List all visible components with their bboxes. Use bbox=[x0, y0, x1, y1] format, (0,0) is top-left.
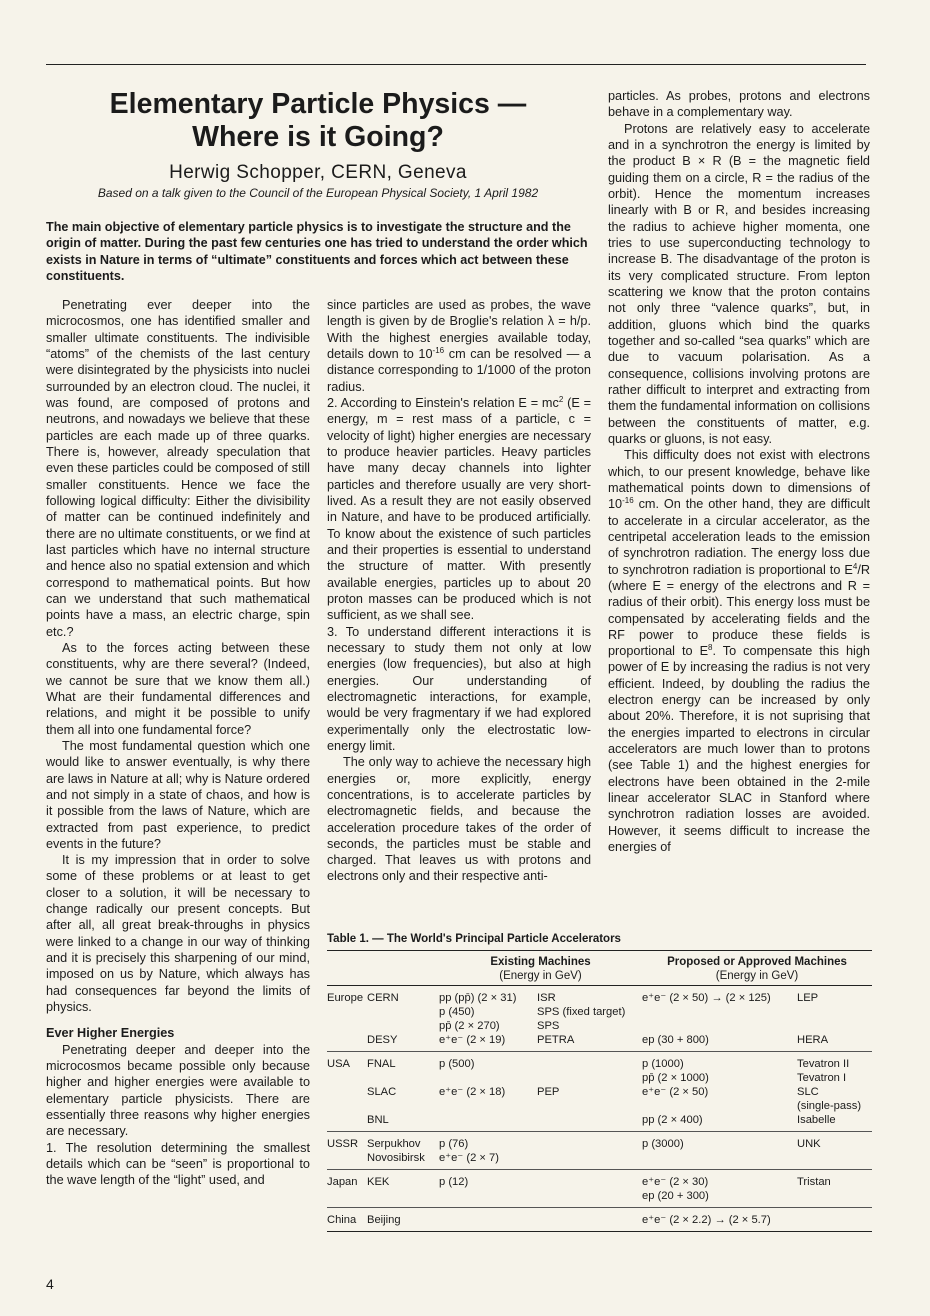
header-existing bbox=[439, 951, 642, 986]
cell-existing: p (500) bbox=[439, 1058, 475, 1070]
superscript: -16 bbox=[622, 495, 634, 505]
top-rule bbox=[46, 64, 866, 65]
cell-proposed: e⁺e⁻ (2 × 2.2) → (2 × 5.7) bbox=[642, 1214, 771, 1226]
cell-existing-name: ISR SPS (fixed target) SPS bbox=[537, 992, 626, 1032]
talk-note: Based on a talk given to the Council of the European Physical Society, 1 April 1982 bbox=[97, 186, 539, 200]
cell-proposed-name: Tevatron II Tevatron I bbox=[797, 1058, 850, 1084]
paragraph: Protons are relatively easy to accelerate and in a synchrotron the energy is limited by the product B × R (B = the magnetic field guiding them on a circle, R = the radius of the orbit). Hence the momentum increases linearly with B or R, and besides increasing the radius to achieve higher momenta, one tries to use superconducting technology to increase B. The disadvantage of the proton is its very complicated structure. From lepton scattering we know that the proton contains not only three “valence quarks”, but, in addition, gluons which bind the quarks together and so-called “sea quarks” which are due to vacuum polarisation. As a consequence, collisions involving protons are rather difficult to interpret and extracting from them the fundamental information on collisions between the constituents of matter, e.g. quarks or gluons, is not easy. bbox=[608, 121, 870, 446]
table-row bbox=[327, 1132, 872, 1170]
cell-existing-name: PETRA bbox=[537, 1033, 642, 1052]
cell-proposed: ep (30 + 800) bbox=[642, 1033, 797, 1052]
superscript: -16 bbox=[432, 345, 445, 355]
cell-existing-name bbox=[537, 1208, 642, 1232]
cell-proposed-name: SLC (single-pass) bbox=[797, 1086, 862, 1112]
column-1 bbox=[46, 297, 310, 1189]
paragraph bbox=[608, 447, 870, 855]
table-title: Table 1. — The World's Principal Particle Accelerators bbox=[327, 933, 621, 945]
cell-proposed-name: Tristan bbox=[797, 1170, 872, 1208]
table-row bbox=[327, 1085, 872, 1113]
cell-laboratory: SLAC bbox=[367, 1086, 397, 1098]
text-run: since particles are used as probes, the wave length is given by de Broglie's relation λ = h/p. With the highest energies available today, details down to 10 bbox=[327, 298, 591, 361]
header-proposed-label: Proposed or Approved Machines bbox=[667, 956, 847, 968]
cell-existing: e⁺e⁻ (2 × 18) bbox=[439, 1086, 506, 1098]
text-run: . To compensate this high power of E by increasing the radius is not very efficient. Indeed, by doubling the radius the electron energy can be increased by only about 20%. Therefore, it is not suprising that the energies imparted to electrons in circular accelerators are much lower than to protons (see Table 1) and the highest energies for electrons have been obtained in the 2-mile linear accelerator SLAC in Stanford where synchrotron radiation losses are avoided. However, it seems difficult to increase the energies of bbox=[608, 644, 870, 855]
superscript: 2 bbox=[558, 394, 564, 404]
cell-proposed: p (1000) pp̄ (2 × 1000) bbox=[642, 1058, 709, 1084]
cell-country: USSR bbox=[327, 1132, 367, 1170]
text-run: 2. According to Einstein's relation E = mc bbox=[327, 395, 559, 410]
header-existing-sub: (Energy in GeV) bbox=[499, 970, 582, 982]
cell-existing: p (12) bbox=[439, 1170, 537, 1208]
table bbox=[327, 950, 872, 1232]
paragraph: The most fundamental question which one would like to answer eventually, is why there are laws in Nature at all; why is Nature ordered and not simply in a state of chaos, and how is it possible from the laws of Nature, which are extracted from past experience, to predict events in the future? bbox=[46, 738, 310, 851]
table-row bbox=[327, 1113, 872, 1132]
cell-laboratory: FNAL bbox=[367, 1058, 396, 1070]
text-run: (E = energy, m = rest mass of a particle, c = velocity of light) higher energies are necessary to produce heavier particles. Heavy particles have many decay channels into lighter particles and therefore usually are very short-lived. As a result they are not easily observed in Nature, and have to be produced artificially. To know about the existence of such particles and their properties is essential to understand the structure of matter. With presently available energies, particles up to about 20 proton masses can be produced which is not sufficient, as we shall see. bbox=[327, 395, 591, 623]
header-proposed-sub: (Energy in GeV) bbox=[715, 970, 799, 982]
cell-proposed: e⁺e⁻ (2 × 50) → (2 × 125) bbox=[642, 992, 771, 1004]
cell-existing: pp (pp̄) (2 × 31) p (450) pp̄ (2 × 270) bbox=[439, 992, 517, 1032]
paragraph bbox=[327, 395, 591, 624]
text-run: /R (where E = energy of the electrons and R = radius of their orbit). This energy loss must be compensated by accelerating fields and the RF power to produce these fields is proportional to E bbox=[608, 562, 870, 659]
cell-laboratory: Serpukhov Novosibirsk bbox=[367, 1132, 439, 1170]
cell-laboratory: BNL bbox=[367, 1113, 439, 1132]
table-row bbox=[327, 1033, 872, 1052]
paragraph: Penetrating deeper and deeper into the microcosmos became possible only because higher and higher energies were available to elementary particle physicists. There are essentially three reasons why higher energies are necessary. bbox=[46, 1042, 310, 1139]
cell-country: Europe bbox=[327, 992, 364, 1004]
cell-existing-name bbox=[537, 1170, 642, 1208]
cell-proposed-name: HERA bbox=[797, 1033, 872, 1052]
superscript: 4 bbox=[852, 561, 858, 571]
table-row bbox=[327, 1170, 872, 1208]
paragraph: 3. To understand different interactions it is necessary to study them not only at low energies (low frequencies), but also at high energies. Our understanding of electromagnetic interactions, for example, would be very fragmentary if we had explored experimentally only the electrostatic low-energy limit. bbox=[327, 624, 591, 753]
accelerator-table bbox=[327, 932, 872, 1232]
table-row bbox=[327, 1208, 872, 1232]
cell-country bbox=[327, 1033, 367, 1052]
article-title-line-2: Where is it Going? bbox=[192, 121, 444, 153]
paragraph: 1. The resolution determining the smallest details which can be “seen” is proportional to the wave length of the “light” used, and bbox=[46, 1140, 310, 1188]
paragraph: The only way to achieve the necessary high energies or, more explicitly, energy concentrations, is to accelerate particles by electromagnetic fields, and because the acceleration procedure takes of the order of seconds, the particles must be stable and charged. That leaves us with protons and electrons only and their respective anti- bbox=[327, 755, 591, 884]
cell-existing-name: PEP bbox=[537, 1086, 560, 1098]
cell-country: Japan bbox=[327, 1170, 367, 1208]
cell-existing-name bbox=[537, 1113, 642, 1132]
section-heading: Ever Higher Energies bbox=[46, 1026, 175, 1041]
superscript: 8 bbox=[708, 642, 713, 652]
cell-proposed-name: Isabelle bbox=[797, 1113, 872, 1132]
column-3 bbox=[608, 88, 870, 855]
table-row bbox=[327, 1052, 872, 1086]
paragraph: Penetrating ever deeper into the microcosmos, one has identified smaller and smaller ultimate constituents. The indivisible “atoms” of the chemists of the last century were disintegrated by the physicists into nuclei surrounded by an electron cloud. The nuclei, it was found, are composed of protons and neutrons, and nowadays we believe that these particles are each made up of three quarks. There is, however, already speculation that even these particles could be composed of still smaller constituents. Hence we face the following logical difficulty: Either the divisibility of matter can be continued indefinitely and there are no ultimate constituents, or we find at last particles which have no internal structure and hence also no spatial extension and which correspond to mathematical points. But how can we understand that such mathematical points have a mass, an electric charge, spin etc.? bbox=[46, 298, 310, 639]
cell-laboratory: CERN bbox=[367, 992, 399, 1004]
table-header-row bbox=[327, 951, 872, 986]
cell-existing bbox=[439, 1208, 537, 1232]
article-title-line-1: Elementary Particle Physics — bbox=[109, 88, 527, 120]
cell-proposed: p (3000) bbox=[642, 1132, 797, 1170]
abstract: The main objective of elementary particle physics is to investigate the structure and the origin of matter. During the past few centuries one has tried to understand the order which exists in Nature in terms of “ultimate” constituents and forces which act between these constituents. bbox=[46, 220, 588, 284]
text-run: cm can be resolved — a distance corresponding to 1/1000 of the proton radius. bbox=[327, 346, 591, 394]
text-run: cm. On the other hand, they are difficult to accelerate in a circular accelerator, as the centripetal acceleration leads to the emission of synchrotron radiation. The energy loss due to synchrotron radiation is proportional to E bbox=[608, 497, 870, 577]
cell-proposed-name: UNK bbox=[797, 1132, 872, 1170]
cell-existing-name bbox=[537, 1052, 642, 1086]
cell-country: USA bbox=[327, 1058, 351, 1070]
paragraph: It is my impression that in order to solve some of these problems or at least to get closer to a solution, it will be necessary to change radically our present concepts. But after all, all great break-throughs in physics were linked to a change in our way of thinking and it is precisely this sharpening of our mind, imposed on us by Nature, which always has had consequences far beyond the limits of physics. bbox=[46, 853, 310, 1015]
cell-proposed-name bbox=[797, 1208, 872, 1232]
cell-existing-name bbox=[537, 1132, 642, 1170]
paragraph bbox=[327, 297, 591, 395]
paragraph: particles. As probes, protons and electrons behave in a complementary way. bbox=[608, 89, 870, 120]
header-empty bbox=[327, 951, 439, 986]
column-2 bbox=[327, 297, 591, 885]
cell-existing: p (76) e⁺e⁻ (2 × 7) bbox=[439, 1132, 537, 1170]
paragraph: As to the forces acting between these constituents, why are there several? (Indeed, we cannot be sure that we know them all.) What are their fundamental differences and relations, and might it be possible to unify them all into one fundamental force? bbox=[46, 640, 310, 737]
table-row bbox=[327, 986, 872, 1034]
cell-country bbox=[327, 1113, 367, 1132]
cell-existing bbox=[439, 1113, 537, 1132]
author-line: Herwig Schopper, CERN, Geneva bbox=[169, 162, 467, 183]
cell-laboratory: KEK bbox=[367, 1170, 439, 1208]
header-proposed bbox=[642, 951, 872, 986]
cell-proposed-name: LEP bbox=[797, 992, 819, 1004]
header-existing-label: Existing Machines bbox=[490, 956, 591, 968]
text-run: This difficulty does not exist with electrons which, to our present knowledge, behave like mathematical points down to dimensions of 10 bbox=[608, 448, 870, 512]
cell-laboratory: DESY bbox=[367, 1033, 439, 1052]
cell-laboratory: Beijing bbox=[367, 1214, 401, 1226]
cell-proposed: e⁺e⁻ (2 × 30) ep (20 + 300) bbox=[642, 1170, 797, 1208]
cell-country bbox=[327, 1085, 367, 1113]
cell-proposed: e⁺e⁻ (2 × 50) bbox=[642, 1086, 709, 1098]
page-number: 4 bbox=[46, 1276, 54, 1292]
cell-proposed: pp (2 × 400) bbox=[642, 1113, 797, 1132]
cell-country: China bbox=[327, 1214, 357, 1226]
cell-existing: e⁺e⁻ (2 × 19) bbox=[439, 1033, 537, 1052]
